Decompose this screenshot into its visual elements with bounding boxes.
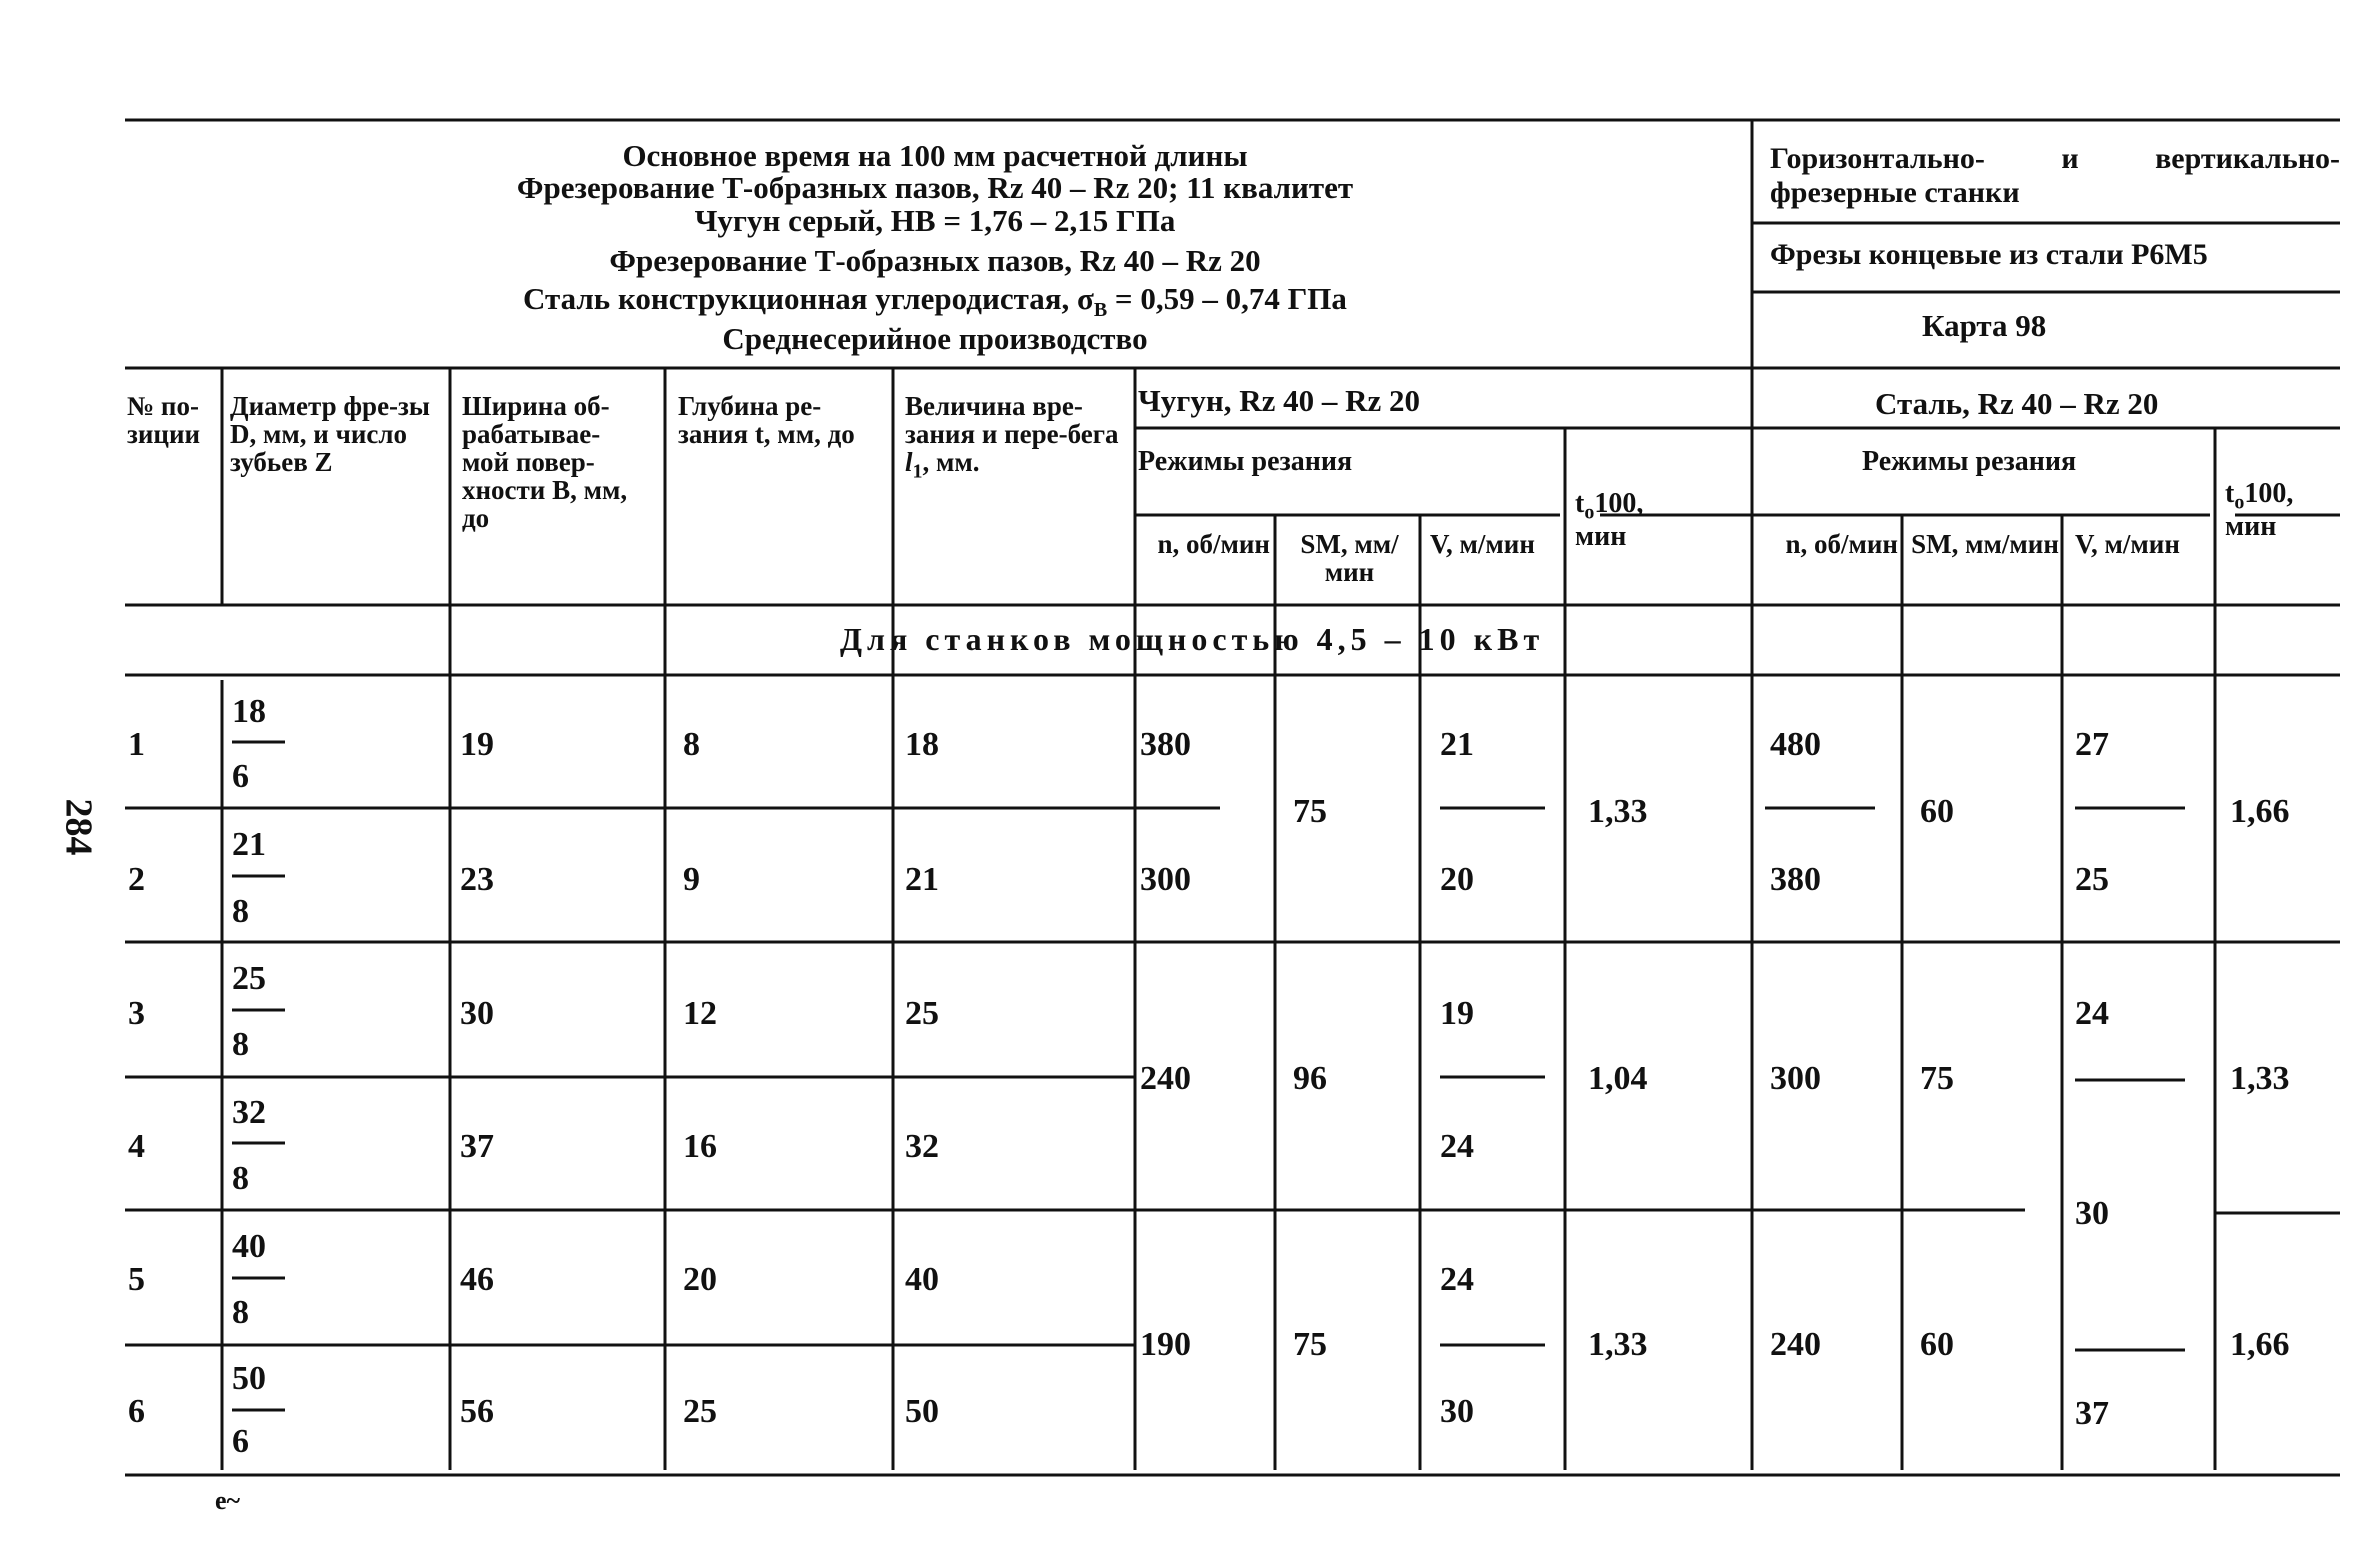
iron-v-3: 19 (1440, 995, 1474, 1032)
steel-t0-3: 1,66 (2230, 1326, 2290, 1363)
row-4-z: 8 (232, 1160, 249, 1197)
col-depth: Глубина ре-зания t, мм, до (678, 391, 855, 449)
iron-v-header: V, м/мин (1430, 529, 1535, 559)
col-overrun: Величина вре-зания и пере-бега $l_1$, мм. (905, 391, 1119, 483)
row-2-z: 8 (232, 893, 249, 930)
col-diameter: Диаметр фре-зы D, мм, и число зубьев Z (230, 391, 430, 477)
iron-sm-header: SM, мм/мин (1300, 529, 1399, 587)
iron-sm-3: 75 (1293, 1326, 1327, 1363)
iron-n-4: 190 (1140, 1326, 1191, 1363)
page-number: 284 (57, 798, 100, 856)
title-line-3: Чугун серый, НВ = 1,76 – 2,15 ГПа (694, 203, 1176, 238)
iron-v-1: 21 (1440, 726, 1474, 763)
steel-t0-1: 1,66 (2230, 793, 2290, 830)
row-5-z: 8 (232, 1294, 249, 1331)
iron-n-header: n, об/мин (1157, 529, 1270, 559)
row-2-b: 23 (460, 861, 494, 898)
row-1-d: 18 (232, 693, 266, 730)
row-6-l: 50 (905, 1393, 939, 1430)
iron-v-6: 30 (1440, 1393, 1474, 1430)
row-3-d: 25 (232, 960, 266, 997)
iron-n-2: 300 (1140, 861, 1191, 898)
row-5-d: 40 (232, 1228, 266, 1265)
title-line-6: Среднесерийное производство (722, 321, 1148, 356)
steel-v-4: 30 (2075, 1195, 2109, 1232)
iron-sm-2: 96 (1293, 1060, 1327, 1097)
row-1-b: 19 (460, 726, 494, 763)
iron-n-3: 240 (1140, 1060, 1191, 1097)
iron-n-1: 380 (1140, 726, 1191, 763)
row-6-z: 6 (232, 1423, 249, 1460)
steel-v-3: 24 (2075, 995, 2109, 1032)
row-5-t: 20 (683, 1261, 717, 1298)
steel-n-header: n, об/мин (1785, 529, 1898, 559)
row-4-t: 16 (683, 1128, 717, 1165)
col-pos: № по-зиции (127, 391, 201, 449)
row-2-pos: 2 (128, 861, 145, 898)
iron-group-header: Чугун, Rz 40 – Rz 20 (1138, 383, 1420, 418)
row-1-z: 6 (232, 758, 249, 795)
row-5-b: 46 (460, 1261, 494, 1298)
iron-sm-1: 75 (1293, 793, 1327, 830)
row-3-l: 25 (905, 995, 939, 1032)
row-1-l: 18 (905, 726, 939, 763)
iron-t0-2: 1,04 (1588, 1060, 1648, 1097)
footer-mark: e~ (215, 1486, 241, 1515)
title-line-1: Основное время на 100 мм расчетной длины (622, 138, 1248, 173)
row-5-pos: 5 (128, 1261, 145, 1298)
row-4-d: 32 (232, 1094, 266, 1131)
steel-n-2: 380 (1770, 861, 1821, 898)
machine-type: Горизонтально- и вертикально-фрезерные станки (1770, 142, 2340, 209)
row-3-pos: 3 (128, 995, 145, 1032)
row-5-l: 40 (905, 1261, 939, 1298)
row-2-l: 21 (905, 861, 939, 898)
steel-v-header: V, м/мин (2075, 529, 2180, 559)
steel-v-2: 25 (2075, 861, 2109, 898)
row-3-b: 30 (460, 995, 494, 1032)
steel-v-5: 37 (2075, 1395, 2109, 1432)
steel-v-1: 27 (2075, 726, 2109, 763)
section-heading: Для станков мощностью 4,5 – 10 кВт (840, 621, 1545, 657)
steel-t0-2: 1,33 (2230, 1060, 2290, 1097)
row-6-b: 56 (460, 1393, 494, 1430)
steel-sm-3: 60 (1920, 1326, 1954, 1363)
row-2-d: 21 (232, 826, 266, 863)
title-line-2: Фрезерование Т-образных пазов, Rz 40 – Rz 20; 11 квалитет (516, 170, 1354, 205)
row-3-z: 8 (232, 1026, 249, 1063)
col-width: Ширина об-рабатывае-мой повер-хности B, мм, до (462, 391, 628, 533)
iron-v-4: 24 (1440, 1128, 1474, 1165)
title-line-4: Фрезерование Т-образных пазов, Rz 40 – Rz 20 (609, 243, 1261, 278)
row-6-t: 25 (683, 1393, 717, 1430)
steel-sm-2: 75 (1920, 1060, 1954, 1097)
steel-n-1: 480 (1770, 726, 1821, 763)
steel-sm-1: 60 (1920, 793, 1954, 830)
iron-t0-3: 1,33 (1588, 1326, 1648, 1363)
row-4-b: 37 (460, 1128, 494, 1165)
iron-modes-header: Режимы резания (1138, 446, 1353, 477)
row-6-d: 50 (232, 1360, 266, 1397)
row-4-l: 32 (905, 1128, 939, 1165)
steel-n-4: 240 (1770, 1326, 1821, 1363)
title-line-5: Сталь конструкционная углеродистая, $\sigma_В = 0,59 - 0,74$ ГПа (523, 281, 1347, 322)
iron-v-5: 24 (1440, 1261, 1474, 1298)
iron-t0-header: $t_o100$, мин (1575, 488, 1644, 552)
steel-t0-header: $t_o100$, мин (2225, 478, 2294, 542)
iron-t0-1: 1,33 (1588, 793, 1648, 830)
card-number: Карта 98 (1922, 308, 2047, 343)
steel-n-3: 300 (1770, 1060, 1821, 1097)
steel-sm-header: SM, мм/мин (1911, 529, 2059, 559)
steel-group-header: Сталь, Rz 40 – Rz 20 (1875, 386, 2159, 421)
row-4-pos: 4 (128, 1128, 145, 1165)
row-3-t: 12 (683, 995, 717, 1032)
cutter-type: Фрезы концевые из стали Р6М5 (1770, 238, 2208, 271)
row-1-t: 8 (683, 726, 700, 763)
iron-v-2: 20 (1440, 861, 1474, 898)
row-6-pos: 6 (128, 1393, 145, 1430)
row-1-pos: 1 (128, 726, 145, 763)
row-2-t: 9 (683, 861, 700, 898)
steel-modes-header: Режимы резания (1862, 446, 2077, 477)
